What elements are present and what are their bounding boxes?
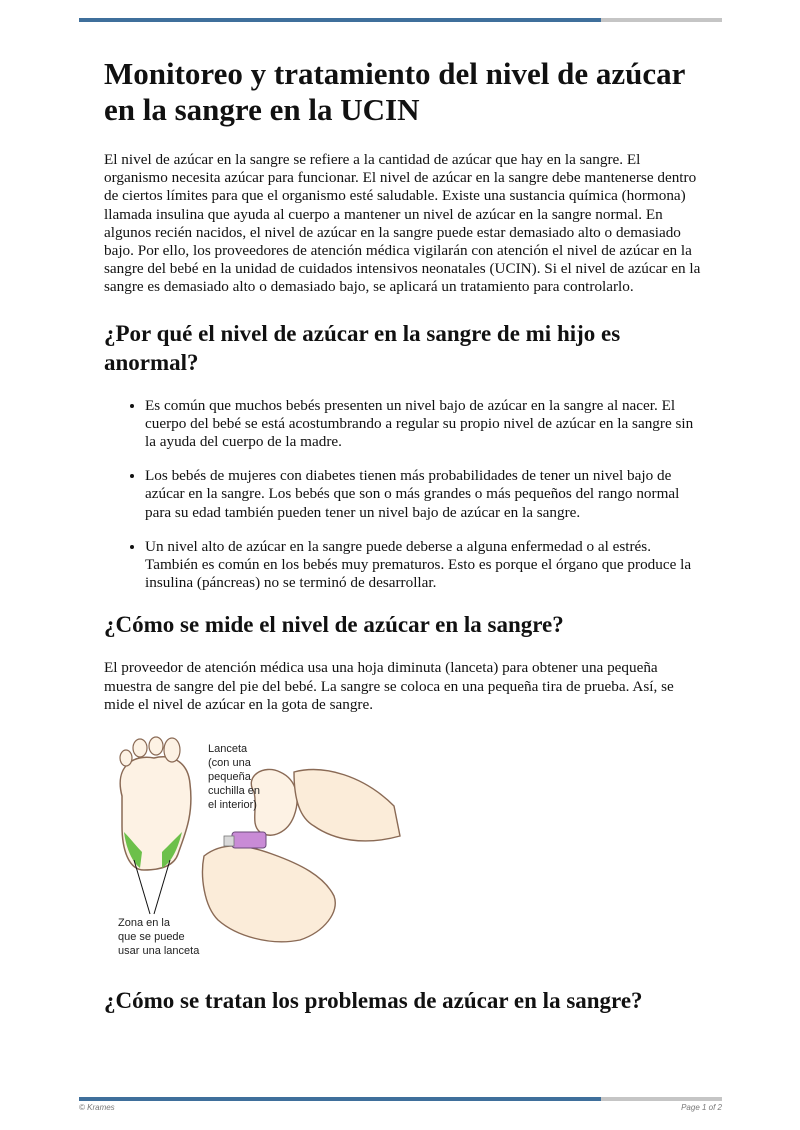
section-heading-treatment: ¿Cómo se tratan los problemas de azúcar en la sangre?: [104, 988, 643, 1014]
toe-icon: [149, 737, 163, 755]
page-title: Monitoreo y tratamiento del nivel de azúcar en la sangre en la UCIN: [104, 56, 685, 127]
measure-paragraph: El proveedor de atención médica usa una hoja diminuta (lanceta) para obtener una pequeña muestra de sangre del pie del bebé. La sangre se coloca en una pequeña tira de prueba. Así, se mide el nivel de azúcar en la gota de sangre.: [104, 659, 674, 713]
footer-rule-gray: [601, 1097, 722, 1101]
header-rule-blue: [79, 18, 601, 22]
lancet-illustration: [104, 736, 424, 966]
upper-hand: [294, 770, 400, 841]
footer-rule-blue: [79, 1097, 601, 1101]
why-bullet-list: [104, 397, 704, 593]
section-heading-measure: ¿Cómo se mide el nivel de azúcar en la sangre?: [104, 612, 564, 638]
list-item: • Un nivel alto de azúcar en la sangre puede deberse a alguna enfermedad o al estrés. También es común en los bebés muy prematuros. Esto es porque el órgano que produce la insulina (páncreas) no se terminó de desarrollar.: [145, 538, 704, 593]
intro-paragraph: El nivel de azúcar en la sangre se refiere a la cantidad de azúcar que hay en la sangre. El organismo necesita azúcar para funcionar. El nivel de azúcar en la sangre debe mantenerse dentro de ciertos límites para que el organismo esté saludable. Existe una sustancia química (hormona) llamada insulina que ayuda al cuerpo a mantener un nivel de azúcar en la sangre normal. En algunos recién nacidos, el nivel de azúcar en la sangre puede estar demasiado alto o demasiado bajo. Por ello, los proveedores de atención médica vigilarán con atención el nivel de azúcar en la sangre del bebé en la unidad de cuidados intensivos neonatales (UCIN). Si el nivel de azúcar en la sangre es demasiado alto o demasiado bajo, se aplicará un tratamiento para controlarlo.: [104, 151, 701, 296]
toe-icon: [120, 750, 132, 766]
header-rule-gray: [601, 18, 722, 22]
list-item: • Es común que muchos bebés presenten un nivel bajo de azúcar en la sangre al nacer. El cuerpo del bebé se está acostumbrando a regular su propio nivel de azúcar en la sangre sin la ayuda del cuerpo de la madre.: [145, 397, 704, 452]
footer-rule: [79, 1097, 722, 1101]
toe-icon: [164, 738, 180, 762]
toe-icon: [133, 739, 147, 757]
lancet-label: Lanceta (con una pequeña cuchilla en el interior): [208, 743, 260, 812]
document-body: [104, 56, 704, 1035]
footer-copyright: © Krames: [79, 1103, 115, 1112]
lower-hand: [203, 846, 336, 942]
lancet-device: [232, 832, 266, 848]
header-rule: [79, 18, 722, 22]
zone-label: Zona en la que se puede usar una lanceta: [118, 917, 200, 958]
footer-page-number: Page 1 of 2: [681, 1103, 722, 1112]
section-heading-why: ¿Por qué el nivel de azúcar en la sangre de mi hijo es anormal?: [104, 320, 621, 375]
list-item: • Los bebés de mujeres con diabetes tienen más probabilidades de tener un nivel bajo de azúcar en la sangre. Los bebés que son o más grandes o más pequeños del rango normal para su edad también pueden tener un nivel bajo de azúcar en la sangre.: [145, 467, 704, 522]
